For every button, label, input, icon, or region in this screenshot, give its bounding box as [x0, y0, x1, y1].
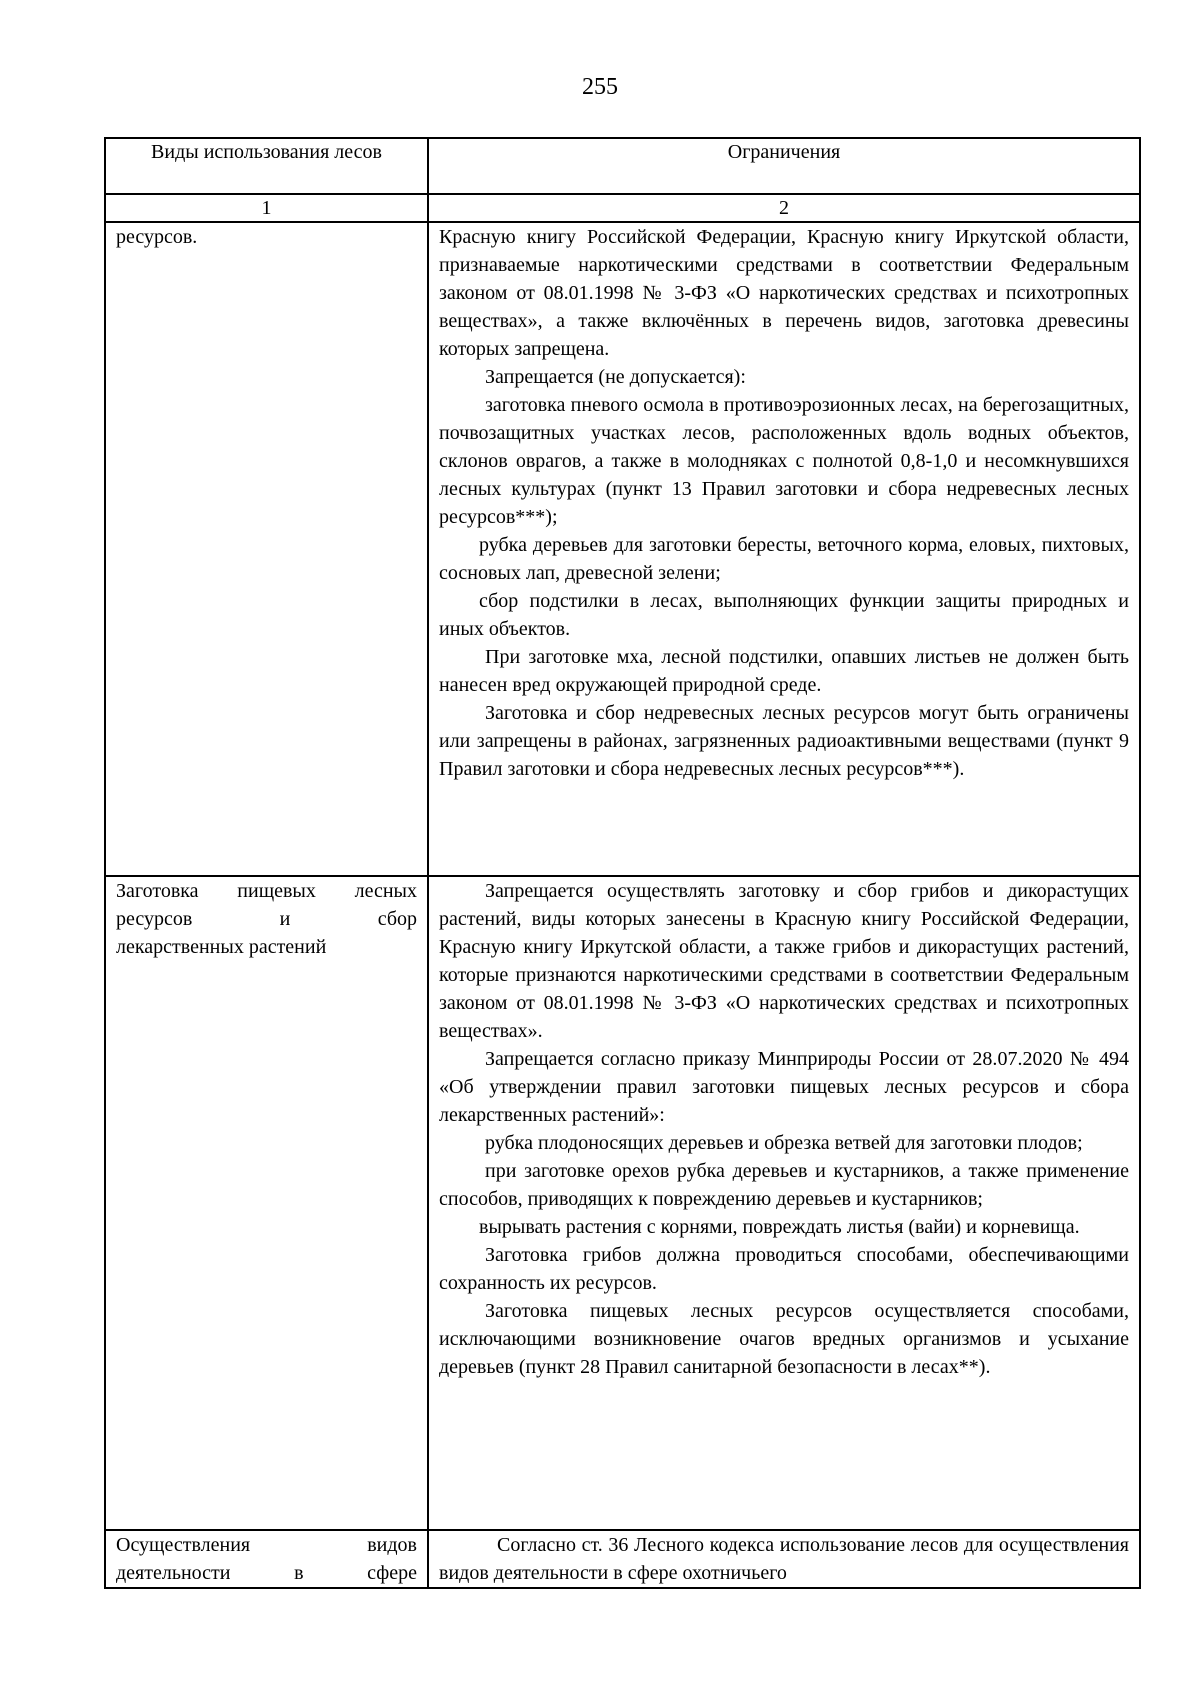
- restriction-paragraph: Запрещается осуществлять заготовку и сбор грибов и дикорастущих растений, виды которых занесены в Красную книгу Российской Федерации, Красную книгу Иркутской области, а также грибов и дикорастущих растений, которые признаются наркотическими средствами в соответствии Федеральным законом от 08.01.1998 № 3-ФЗ «О наркотических средствах и психотропных веществах».: [439, 880, 1129, 1042]
- restriction-paragraph: Заготовка и сбор недревесных лесных ресурсов могут быть ограничены или запрещены в районах, загрязненных радиоактивными веществами (пункт 9 Правил заготовки и сбора недревесных лесных ресурсов***).: [439, 702, 1129, 780]
- restriction-paragraph: Согласно ст. 36 Лесного кодекса использование лесов для осуществления видов деятельности в сфере охотничьего: [439, 1534, 1129, 1584]
- table-row: [105, 1530, 1140, 1588]
- restrictions-table: [104, 137, 1141, 1589]
- restriction-paragraph: При заготовке мха, лесной подстилки, опавших листьев не должен быть нанесен вред окружающей природной среде.: [439, 646, 1129, 696]
- column-number: 2: [428, 194, 1140, 222]
- column-number: 1: [105, 194, 428, 222]
- forest-use-type-line: деятельности в сфере: [116, 1562, 417, 1584]
- header-forest-use-types: Виды использования лесов: [105, 138, 428, 194]
- forest-use-type-line: лекарственных растений: [116, 936, 327, 958]
- restriction-paragraph: Заготовка пищевых лесных ресурсов осуществляется способами, исключающими возникновение очагов вредных организмов и усыхание деревьев (пункт 28 Правил санитарной безопасности в лесах**).: [439, 1300, 1129, 1378]
- restriction-paragraph: рубка деревьев для заготовки бересты, веточного корма, еловых, пихтовых, сосновых лап, древесной зелени;: [439, 534, 1129, 584]
- forest-use-type-line: Осуществления видов: [116, 1534, 417, 1556]
- table-row: [105, 876, 1140, 1530]
- restrictions-cell: [428, 1530, 1140, 1588]
- restriction-paragraph: при заготовке орехов рубка деревьев и кустарников, а также применение способов, приводящих к повреждению деревьев и кустарников;: [439, 1160, 1129, 1210]
- forest-use-type-cell: [105, 222, 428, 876]
- restrictions-cell: [428, 222, 1140, 876]
- forest-use-type-cell: [105, 1530, 428, 1588]
- table-row: [105, 222, 1140, 876]
- forest-use-type-cell: [105, 876, 428, 1530]
- restriction-paragraph: Красную книгу Российской Федерации, Красную книгу Иркутской области, признаваемые наркотическими средствами в соответствии Федеральным законом от 08.01.1998 № 3-ФЗ «О наркотических средствах и психотропных веществах», а также включённых в перечень видов, заготовка древесины которых запрещена.: [439, 226, 1129, 360]
- restriction-paragraph: вырывать растения с корнями, повреждать листья (вайи) и корневища.: [479, 1216, 1080, 1238]
- restriction-paragraph: рубка плодоносящих деревьев и обрезка ветвей для заготовки плодов;: [485, 1132, 1083, 1154]
- restriction-paragraph: Запрещается согласно приказу Минприроды России от 28.07.2020 № 494 «Об утверждении правил заготовки пищевых лесных ресурсов и сбора лекарственных растений»:: [439, 1048, 1129, 1126]
- forest-use-type-line: ресурсов и сбор: [116, 908, 417, 930]
- forest-use-type-line: Заготовка пищевых лесных: [116, 880, 417, 902]
- restriction-paragraph: заготовка пневого осмола в противоэрозионных лесах, на берегозащитных, почвозащитных участках лесов, расположенных вдоль водных объектов, склонов оврагов, а также в молодняках с полнотой 0,8-1,0 и несомкнувшихся лесных культурах (пункт 13 Правил заготовки и сбора недревесных лесных ресурсов***);: [439, 394, 1129, 528]
- table-header-row: [105, 138, 1140, 194]
- restriction-paragraph: Заготовка грибов должна проводиться способами, обеспечивающими сохранность их ресурсов.: [439, 1244, 1129, 1294]
- restriction-paragraph: Запрещается (не допускается):: [485, 366, 746, 388]
- header-restrictions: Ограничения: [428, 138, 1140, 194]
- column-number-row: [105, 194, 1140, 222]
- forest-use-type-line: ресурсов.: [116, 226, 198, 248]
- restriction-paragraph: сбор подстилки в лесах, выполняющих функции защиты природных и иных объектов.: [439, 590, 1129, 640]
- page-number: 255: [582, 74, 618, 100]
- restrictions-cell: [428, 876, 1140, 1530]
